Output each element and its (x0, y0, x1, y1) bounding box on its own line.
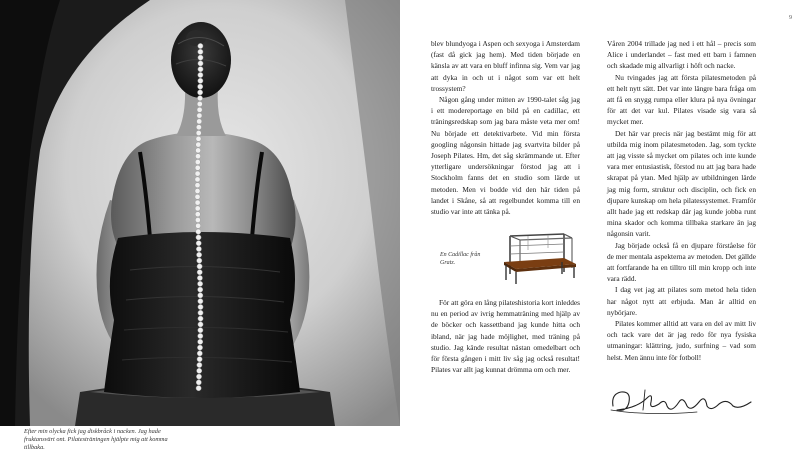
pearl (198, 287, 203, 292)
pearl (198, 78, 203, 83)
pearl (195, 165, 200, 170)
pearl (197, 264, 202, 269)
pearl (198, 339, 203, 344)
text-column-1-lower (431, 297, 580, 375)
text-column-2 (607, 38, 756, 363)
pearl (195, 183, 200, 188)
pearl (197, 362, 202, 367)
pearl (198, 328, 203, 333)
pearl (197, 119, 202, 124)
pearl (197, 107, 202, 112)
pearl (196, 386, 201, 391)
pearl (196, 142, 201, 147)
page-number: 9 (789, 15, 792, 21)
pearl (196, 130, 201, 135)
pearl (198, 55, 203, 60)
pearl (198, 84, 203, 89)
pearl (196, 125, 201, 130)
pearl (198, 61, 203, 66)
pearl (198, 310, 203, 315)
pearl (196, 380, 201, 385)
pearl (196, 374, 201, 379)
photo-caption: Efter min olycka fick jag diskbråck i nacken. Jag hade fruktansvärt ont. Pilatesträningen hjälpte mig att komma tillbaka. (24, 428, 168, 451)
pearl (196, 235, 201, 240)
paragraph: Det här var precis när jag bestämt mig för att utbilda mig inom pilatesmetoden. Jag, som tyckte att jag visste så mycket om pilates och inte kunde vara mer entusiastisk, förstod nu att jag bara hade skrapat på ytan. Med hjälp av utbildningen lärde jag mig form, struktur och disciplin, och fick en djupare kunskap om hela pilatessystemet. Framför allt hade jag ett redskap där jag kunde jobba runt mina skador och komma tillbaka starkare än jag någonsin varit. (607, 128, 756, 239)
pearl (198, 333, 203, 338)
pearl (197, 258, 202, 263)
pearl (196, 241, 201, 246)
pearl (197, 357, 202, 362)
pearl (198, 304, 203, 309)
paragraph: Våren 2004 trillade jag ned i ett hål – precis som Alice i underlandet – fast med ett barn i famnen och skadade mig allvarligt i höft och nacke. (607, 39, 756, 71)
pearl (198, 293, 203, 298)
pearl (195, 171, 200, 176)
paragraph: För att göra en lång pilateshistoria kort inleddes nu en period av ivrig hemmaträning med hjälp av de böcker och kassettband jag kunde hitta och ibland, när jag hade möjlighet, med träning på studio. Jag kände resultat nästan omedelbart och för första gången i mitt liv såg jag också resultat! Pilates var allt jag kunnat drömma om och mer. (431, 298, 580, 375)
pearl (195, 154, 200, 159)
cadillac-apparatus-image (498, 228, 578, 288)
pearl (198, 49, 203, 54)
pearl (198, 43, 203, 48)
pearl (198, 72, 203, 77)
pearl (196, 136, 201, 141)
pearl (197, 275, 202, 280)
paragraph: Pilates kommer alltid att vara en del av mitt liv och tack vare det är jag redo för nya fysiska utmaningar: klättring, judo, surfning – vad som helst. Men ännu inte för fotboll! (607, 319, 756, 362)
pearl (198, 281, 203, 286)
pearl (195, 177, 200, 182)
pearl (195, 200, 200, 205)
paragraph: Nu tvingades jag att första pilatesmetoden på ett helt nytt sätt. Det var inte längre bara fråga om att få en snygg rumpa eller klura på nya övningar för att det var kul. Pilates visade sig vara så mycket mer. (607, 72, 756, 127)
pearl (195, 194, 200, 199)
pearl (196, 246, 201, 251)
pearl (198, 316, 203, 321)
inset-caption: En Cadillac från Gratz. (440, 252, 481, 266)
right-page (400, 0, 800, 474)
pearl (198, 299, 203, 304)
pearl (197, 252, 202, 257)
pearl (196, 229, 201, 234)
pearl (195, 206, 200, 211)
paragraph: Jag började också få en djupare förståelse för de mer mentala aspekterna av metoden. Det gällde att fortfarande ha en tilltro till min kropp och inte vara rädd. (607, 240, 756, 284)
pearl (197, 113, 202, 118)
pearl (197, 96, 202, 101)
pearl (195, 188, 200, 193)
pearl (196, 148, 201, 153)
pearl (198, 322, 203, 327)
pearl (195, 159, 200, 164)
woman-back-pearl-spine-photo (0, 0, 400, 426)
paragraph: Någon gång under mitten av 1990-talet såg jag i ett modereportage en bild på en cadillac, ett träningsredskap som jag bara måste veta mer om! Nu började ett detektivarbete. Vid min första googling någonsin hittade jag svartvita bilder på Joseph Pilates. Hm, det såg skrämmande ut. Efter ytterligare undersökningar förstod jag att i Stockholm fanns det en studio som lärde ut metoden. Men vi bodde vid den här tiden på landet i Skåne, så att regelbundet komma till en studio var inte att tänka på. (431, 95, 580, 217)
pearl (195, 217, 200, 222)
paragraph: I dag vet jag att pilates som metod hela tiden har något nytt att erbjuda. Man är alltid en nybörjare. (607, 285, 756, 317)
pearl (197, 270, 202, 275)
pearl (198, 67, 203, 72)
pearl (197, 351, 202, 356)
pearl (196, 223, 201, 228)
pearl (198, 90, 203, 95)
pearl (197, 345, 202, 350)
paragraph: blev blundyoga i Aspen och sexyoga i Amsterdam (fast då gick jag hem). Med tiden började en känsla av att vara en bluff infinna sig. Vem var jag att dyka in och ut i något som var ett helt trossystem? (431, 39, 580, 93)
pearl (197, 368, 202, 373)
pearl (197, 101, 202, 106)
text-column-1 (431, 38, 580, 217)
handwritten-signature (607, 380, 757, 420)
pearl (195, 212, 200, 217)
